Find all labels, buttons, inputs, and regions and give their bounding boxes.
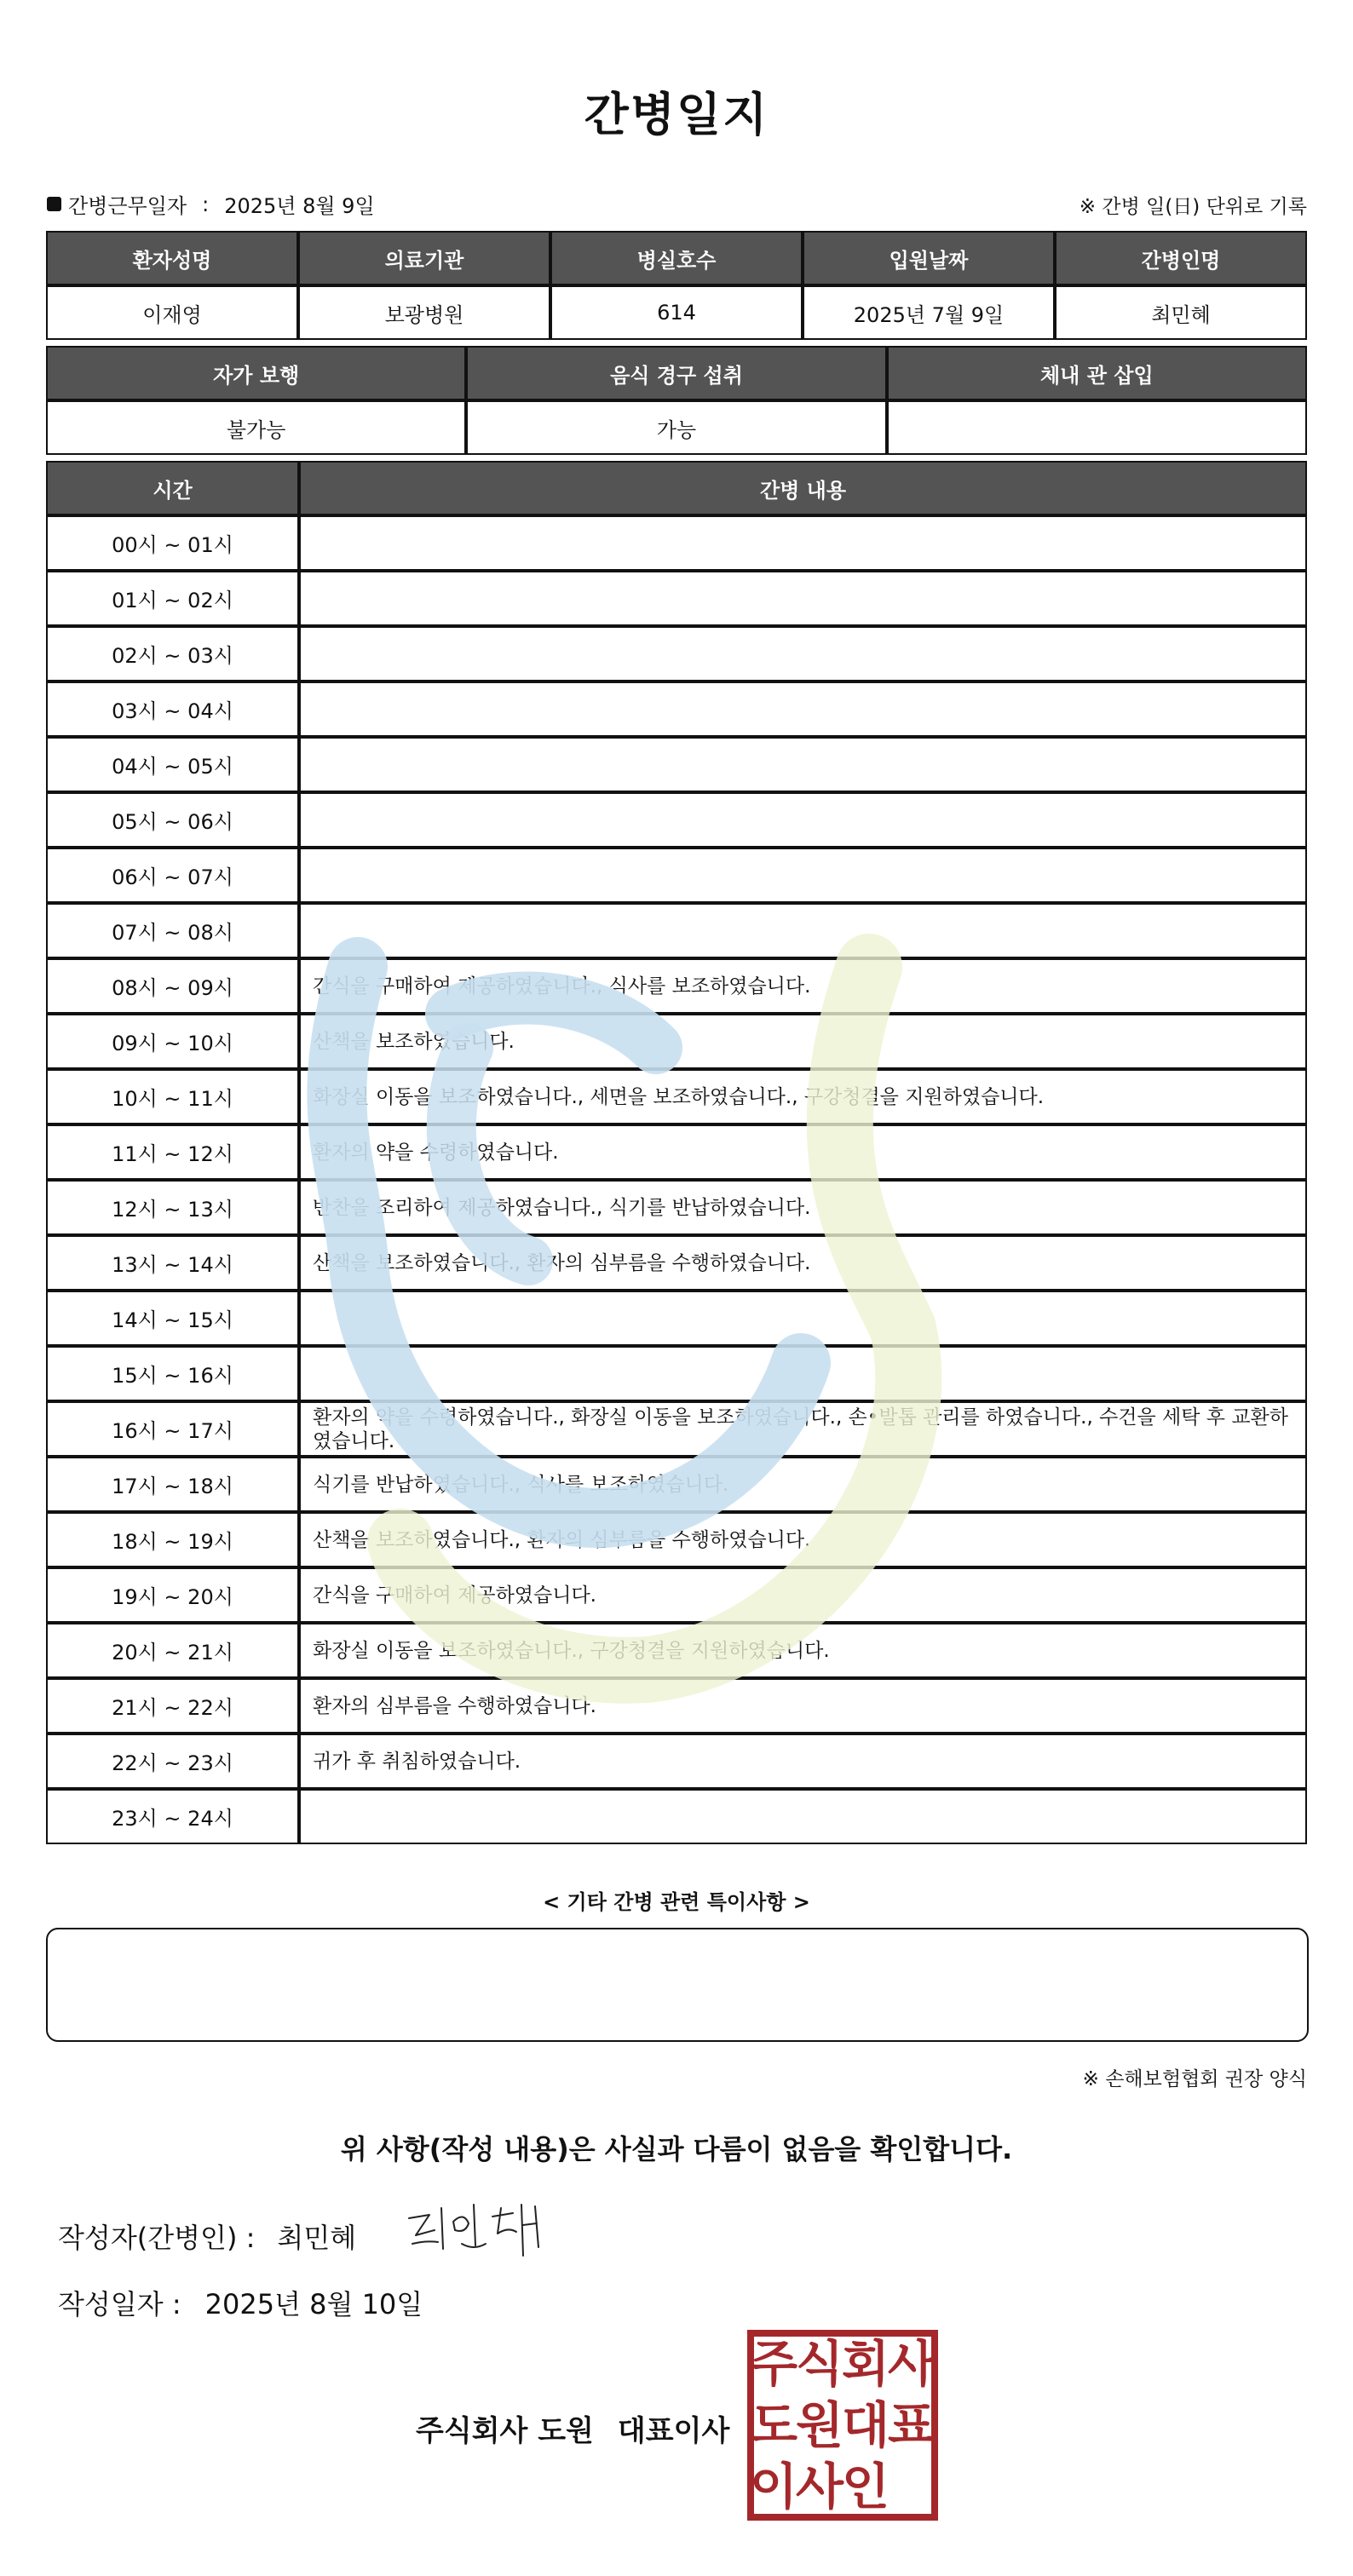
confirmation-statement: 위 사항(작성 내용)은 사실과 다름이 없음을 확인합니다. xyxy=(340,2133,1013,2165)
header-caregiver-name: 간병인명 xyxy=(1055,231,1307,285)
log-time-slot: 09시 ~ 10시 xyxy=(46,1014,299,1069)
header-oral-intake: 음식 경구 섭취 xyxy=(466,346,886,400)
header-admission-date: 입원날짜 xyxy=(803,231,1055,285)
writer-name: 최민혜 xyxy=(277,2222,357,2254)
log-care-content xyxy=(299,737,1307,792)
work-date-value: 2025년 8월 9일 xyxy=(224,194,375,218)
log-time-slot: 17시 ~ 18시 xyxy=(46,1457,299,1512)
log-row xyxy=(46,1789,1307,1844)
log-time-slot: 18시 ~ 19시 xyxy=(46,1512,299,1567)
seal-character: 대 xyxy=(841,2396,890,2455)
log-row xyxy=(46,626,1307,681)
log-row xyxy=(46,1346,1307,1401)
seal-character: 이 xyxy=(749,2458,798,2516)
log-time-slot: 15시 ~ 16시 xyxy=(46,1346,299,1401)
log-row xyxy=(46,1069,1307,1124)
log-row xyxy=(46,1567,1307,1623)
log-body xyxy=(46,515,1307,1844)
seal-character: 식 xyxy=(795,2335,844,2394)
patient-status-table xyxy=(46,346,1307,455)
log-care-content xyxy=(299,1346,1307,1401)
writer-label: 작성자(간병인) : xyxy=(58,2222,256,2254)
document-title: 간병일지 xyxy=(584,88,769,141)
log-time-slot: 12시 ~ 13시 xyxy=(46,1180,299,1235)
patient-info-table xyxy=(46,231,1307,340)
notes-title: < 기타 간병 관련 특이사항 > xyxy=(543,1890,810,1914)
log-care-content xyxy=(299,515,1307,571)
header-hospital: 의료기관 xyxy=(298,231,550,285)
notes-box xyxy=(46,1928,1309,2042)
log-row xyxy=(46,1401,1307,1457)
log-row xyxy=(46,958,1307,1014)
seal-character: 사 xyxy=(887,2335,936,2394)
log-time-slot: 13시 ~ 14시 xyxy=(46,1235,299,1291)
hourly-care-log-table xyxy=(46,461,1307,1844)
log-care-content: 산책을 보조하였습니다., 환자의 심부름을 수행하였습니다. xyxy=(299,1235,1307,1291)
seal-character: 회 xyxy=(841,2335,890,2394)
log-row xyxy=(46,1678,1307,1734)
log-row xyxy=(46,1180,1307,1235)
log-time-slot: 04시 ~ 05시 xyxy=(46,737,299,792)
seal-character: 원 xyxy=(795,2396,844,2455)
log-row xyxy=(46,1512,1307,1567)
tube-insertion-value xyxy=(887,400,1307,455)
log-time-slot: 16시 ~ 17시 xyxy=(46,1401,299,1457)
work-date-label: 간병근무일자 xyxy=(68,194,187,218)
log-time-slot: 05시 ~ 06시 xyxy=(46,792,299,848)
log-time-slot: 08시 ~ 09시 xyxy=(46,958,299,1014)
log-time-slot: 02시 ~ 03시 xyxy=(46,626,299,681)
log-care-content: 산책을 보조하였습니다., 환자의 심부름을 수행하였습니다. xyxy=(299,1512,1307,1567)
seal-character: 주 xyxy=(749,2335,798,2394)
log-care-content: 화장실 이동을 보조하였습니다., 세면을 보조하였습니다., 구강청결을 지원하였습니다. xyxy=(299,1069,1307,1124)
hospital: 보광병원 xyxy=(298,285,550,340)
patient-info-value-row xyxy=(46,285,1307,340)
log-header-row xyxy=(46,461,1307,515)
header-tube-insertion: 체내 관 삽입 xyxy=(887,346,1307,400)
header-time: 시간 xyxy=(46,461,299,515)
log-row xyxy=(46,1734,1307,1789)
company-seal-stamp xyxy=(746,2329,939,2521)
log-time-slot: 20시 ~ 21시 xyxy=(46,1623,299,1678)
log-time-slot: 06시 ~ 07시 xyxy=(46,848,299,903)
handwritten-signature xyxy=(400,2196,554,2264)
log-row xyxy=(46,1291,1307,1346)
log-care-content xyxy=(299,792,1307,848)
bullet-square-icon xyxy=(47,197,61,211)
log-time-slot: 21시 ~ 22시 xyxy=(46,1678,299,1734)
seal-character: 인 xyxy=(841,2458,890,2516)
patient-status-value-row xyxy=(46,400,1307,455)
log-time-slot: 03시 ~ 04시 xyxy=(46,681,299,737)
log-care-content xyxy=(299,903,1307,958)
log-care-content xyxy=(299,848,1307,903)
patient-name: 이재영 xyxy=(46,285,298,340)
header-patient-name: 환자성명 xyxy=(46,231,298,285)
header-self-walking: 자가 보행 xyxy=(46,346,466,400)
log-time-slot: 00시 ~ 01시 xyxy=(46,515,299,571)
log-row xyxy=(46,681,1307,737)
header-room-number: 병실호수 xyxy=(550,231,803,285)
log-row xyxy=(46,1124,1307,1180)
log-care-content: 간식을 구매하여 제공하였습니다. xyxy=(299,1567,1307,1623)
log-time-slot: 14시 ~ 15시 xyxy=(46,1291,299,1346)
log-care-content: 식기를 반납하였습니다., 식사를 보조하였습니다. xyxy=(299,1457,1307,1512)
log-care-content xyxy=(299,571,1307,626)
written-date-value: 2025년 8월 10일 xyxy=(204,2288,423,2320)
log-row xyxy=(46,515,1307,571)
patient-status-header-row xyxy=(46,346,1307,400)
log-care-content xyxy=(299,626,1307,681)
company-title: 대표이사 xyxy=(617,2414,730,2448)
written-date-label: 작성일자 : xyxy=(58,2288,181,2320)
log-care-content: 환자의 약을 수령하였습니다., 화장실 이동을 보조하였습니다., 손•발톱 관리를 하였습니다., 수건을 세탁 후 교환하였습니다. xyxy=(299,1401,1307,1457)
log-care-content: 간식을 구매하여 제공하였습니다., 식사를 보조하였습니다. xyxy=(299,958,1307,1014)
company-line xyxy=(416,2407,729,2449)
log-care-content: 환자의 심부름을 수행하였습니다. xyxy=(299,1678,1307,1734)
log-row xyxy=(46,1235,1307,1291)
log-care-content: 산책을 보조하였습니다. xyxy=(299,1014,1307,1069)
log-time-slot: 22시 ~ 23시 xyxy=(46,1734,299,1789)
log-row xyxy=(46,737,1307,792)
log-time-slot: 07시 ~ 08시 xyxy=(46,903,299,958)
log-care-content xyxy=(299,681,1307,737)
patient-info-header-row xyxy=(46,231,1307,285)
oral-intake-value: 가능 xyxy=(466,400,886,455)
work-date-colon: : xyxy=(202,192,210,216)
log-time-slot: 23시 ~ 24시 xyxy=(46,1789,299,1844)
log-care-content: 반찬을 조리하여 제공하였습니다., 식기를 반납하였습니다. xyxy=(299,1180,1307,1235)
company-name: 주식회사 도원 xyxy=(416,2414,594,2448)
writer-line xyxy=(58,2217,356,2256)
room-number: 614 xyxy=(550,285,803,340)
seal-character: 도 xyxy=(749,2396,798,2455)
work-date xyxy=(47,189,375,219)
log-time-slot: 01시 ~ 02시 xyxy=(46,571,299,626)
log-row xyxy=(46,848,1307,903)
log-row xyxy=(46,571,1307,626)
log-care-content: 환자의 약을 수령하였습니다. xyxy=(299,1124,1307,1180)
log-row xyxy=(46,1014,1307,1069)
log-row xyxy=(46,1457,1307,1512)
log-time-slot: 11시 ~ 12시 xyxy=(46,1124,299,1180)
seal-character: 표 xyxy=(887,2396,936,2455)
log-care-content: 귀가 후 취침하였습니다. xyxy=(299,1734,1307,1789)
log-care-content xyxy=(299,1789,1307,1844)
log-time-slot: 19시 ~ 20시 xyxy=(46,1567,299,1623)
log-care-content: 화장실 이동을 보조하였습니다., 구강청결을 지원하였습니다. xyxy=(299,1623,1307,1678)
log-row xyxy=(46,792,1307,848)
seal-character: 사 xyxy=(795,2458,844,2516)
written-date-line xyxy=(58,2283,423,2322)
log-row xyxy=(46,903,1307,958)
record-note: ※ 간병 일(日) 단위로 기록 xyxy=(1079,196,1307,218)
caregiver-name: 최민혜 xyxy=(1055,285,1307,340)
log-time-slot: 10시 ~ 11시 xyxy=(46,1069,299,1124)
log-row xyxy=(46,1623,1307,1678)
admission-date: 2025년 7월 9일 xyxy=(803,285,1055,340)
header-care-content: 간병 내용 xyxy=(299,461,1307,515)
self-walking-value: 불가능 xyxy=(46,400,466,455)
log-care-content xyxy=(299,1291,1307,1346)
recommended-form-note: ※ 손해보험협회 권장 양식 xyxy=(1082,2068,1307,2090)
